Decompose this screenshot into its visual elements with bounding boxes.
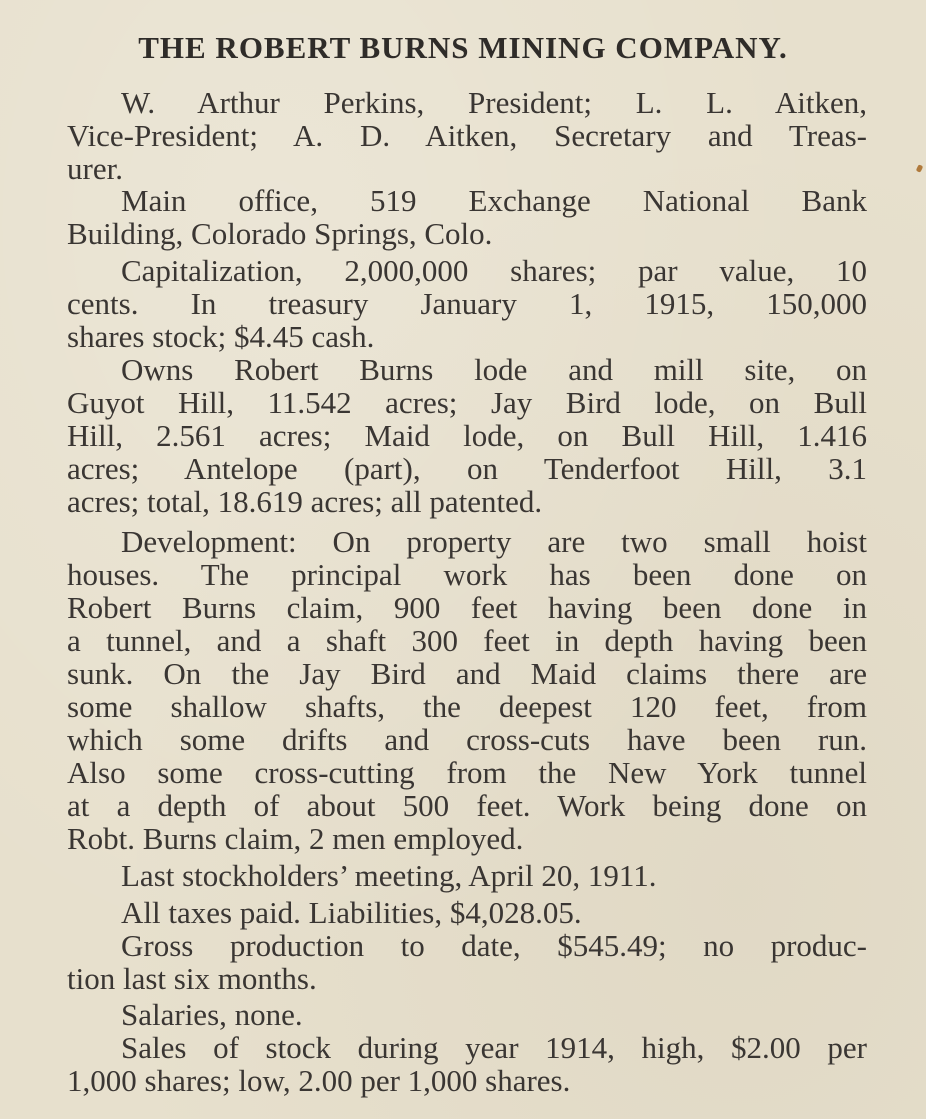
text-line: Capitalization, 2,000,000 shares; par value, 10 [121, 253, 867, 288]
text-line: Development: On property are two small hoist [121, 524, 867, 559]
text-line: 1,000 shares; low, 2.00 per 1,000 shares. [67, 1063, 571, 1098]
text-line: cents. In treasury January 1, 1915, 150,000 [67, 286, 867, 321]
text-line: a tunnel, and a shaft 300 feet in depth having been [67, 623, 867, 658]
text-line: houses. The principal work has been done on [67, 557, 867, 592]
text-line: tion last six months. [67, 961, 317, 996]
text-line: Hill, 2.561 acres; Maid lode, on Bull Hill, 1.416 [67, 418, 867, 453]
text-line: acres; total, 18.619 acres; all patented. [67, 484, 543, 519]
text-line: All taxes paid. Liabilities, $4,028.05. [121, 895, 582, 930]
text-line: sunk. On the Jay Bird and Maid claims there are [67, 656, 867, 691]
text-line: Sales of stock during year 1914, high, $2.00 per [121, 1030, 867, 1065]
text-line: Robert Burns claim, 900 feet having been done in [67, 590, 867, 625]
text-line: Also some cross-cutting from the New York tunnel [67, 755, 867, 790]
text-line: Building, Colorado Springs, Colo. [67, 216, 493, 251]
text-line: Owns Robert Burns lode and mill site, on [121, 352, 867, 387]
text-line: Last stockholders’ meeting, April 20, 1911. [121, 858, 657, 893]
text-line: acres; Antelope (part), on Tenderfoot Hill, 3.1 [67, 451, 867, 486]
text-line: some shallow shafts, the deepest 120 feet, from [67, 689, 867, 724]
text-line: urer. [67, 151, 123, 186]
text-line: shares stock; $4.45 cash. [67, 319, 375, 354]
text-line: Gross production to date, $545.49; no produc- [121, 928, 867, 963]
paper-speck [916, 164, 923, 172]
document-title: THE ROBERT BURNS MINING COMPANY. [138, 30, 788, 65]
text-line: Robt. Burns claim, 2 men employed. [67, 821, 524, 856]
text-line: at a depth of about 500 feet. Work being done on [67, 788, 867, 823]
text-line: Salaries, none. [121, 997, 303, 1032]
text-line: W. Arthur Perkins, President; L. L. Aitken, [121, 85, 867, 120]
text-line: which some drifts and cross-cuts have been run. [67, 722, 867, 757]
text-line: Guyot Hill, 11.542 acres; Jay Bird lode, on Bull [67, 385, 867, 420]
text-line: Vice-President; A. D. Aitken, Secretary and Treas- [67, 118, 867, 153]
text-line: Main office, 519 Exchange National Bank [121, 183, 867, 218]
